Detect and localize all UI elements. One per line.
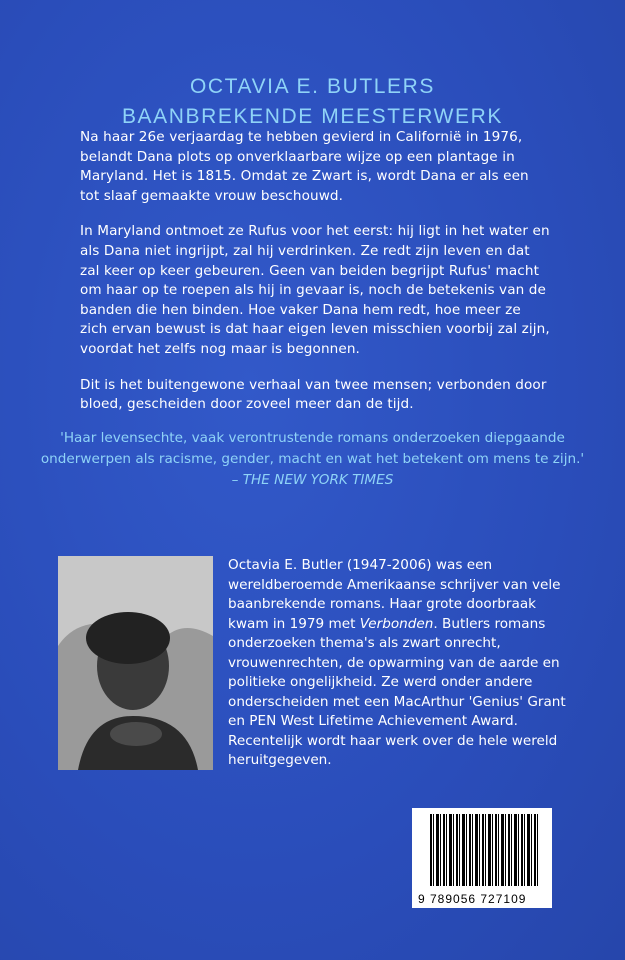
bio-text: . Butlers romans onderzoeken thema's als zwart onrecht, vrouwenrechten, de opwarming van de aarde en politieke ongelijkheid. Ze werd onder andere onderscheiden met een MacArthur 'Genius' Grant en PEN West Lifetime Achievement Award. Recentelijk wordt haar werk over de hele wereld heruitgegeven. — [228, 615, 566, 768]
author-photo — [58, 556, 213, 770]
author-bio — [228, 556, 578, 771]
quote-source: THE NEW YORK TIMES — [242, 472, 394, 488]
blurb-paragraph: Na haar 26e verjaardag te hebben gevierd in Californië in 1976, belandt Dana plots op onverklaarbare wijze op een plantage in Maryland. Het is 1815. Omdat ze Zwart is, wordt Dana er als een tot slaaf gemaakte vrouw beschouwd. — [80, 129, 529, 204]
press-quote — [40, 428, 585, 491]
isbn-barcode — [412, 808, 552, 908]
bio-book-title: Verbonden — [359, 615, 434, 632]
blurb-paragraph: In Maryland ontmoet ze Rufus voor het eerst: hij ligt in het water en als Dana niet ingrijpt, zal hij verdrinken. Ze redt zijn leven en dat zal keer op keer gebeuren. Geen van beiden begrijpt Rufus' macht om haar op te roepen als hij in gevaar is, noch de betekenis van de banden die hen binden. Hoe vaker Dana hem redt, hoe meer ze zich ervan bewust is dat haar eigen leven misschien voorbij zal zijn, voordat het zelfs nog maar is begonnen. — [80, 223, 550, 357]
blurb-paragraph: Dit is het buitengewone verhaal van twee mensen; verbonden door bloed, gescheiden door zoveel meer dan de tijd. — [80, 376, 547, 413]
title-line-1: OCTAVIA E. BUTLERS — [189, 75, 436, 98]
quote-text: 'Haar levensechte, vaak verontrustende romans onderzoeken diepgaande onderwerpen als racisme, gender, macht en wat het betekent om mens te zijn.' – — [40, 430, 585, 488]
barcode-bars — [430, 814, 538, 886]
blurb — [80, 128, 550, 425]
cover-title — [0, 72, 625, 132]
bio-text: Octavia E. Butler (1947-2006) was een wereldberoemde Amerikaanse schrijver van vele baanbrekende romans. Haar grote doorbraak kwam in 1979 met — [228, 557, 561, 632]
title-line-2: BAANBREKENDE MEESTERWERK — [121, 105, 504, 128]
isbn-number: 9 789056 727109 — [418, 892, 527, 906]
